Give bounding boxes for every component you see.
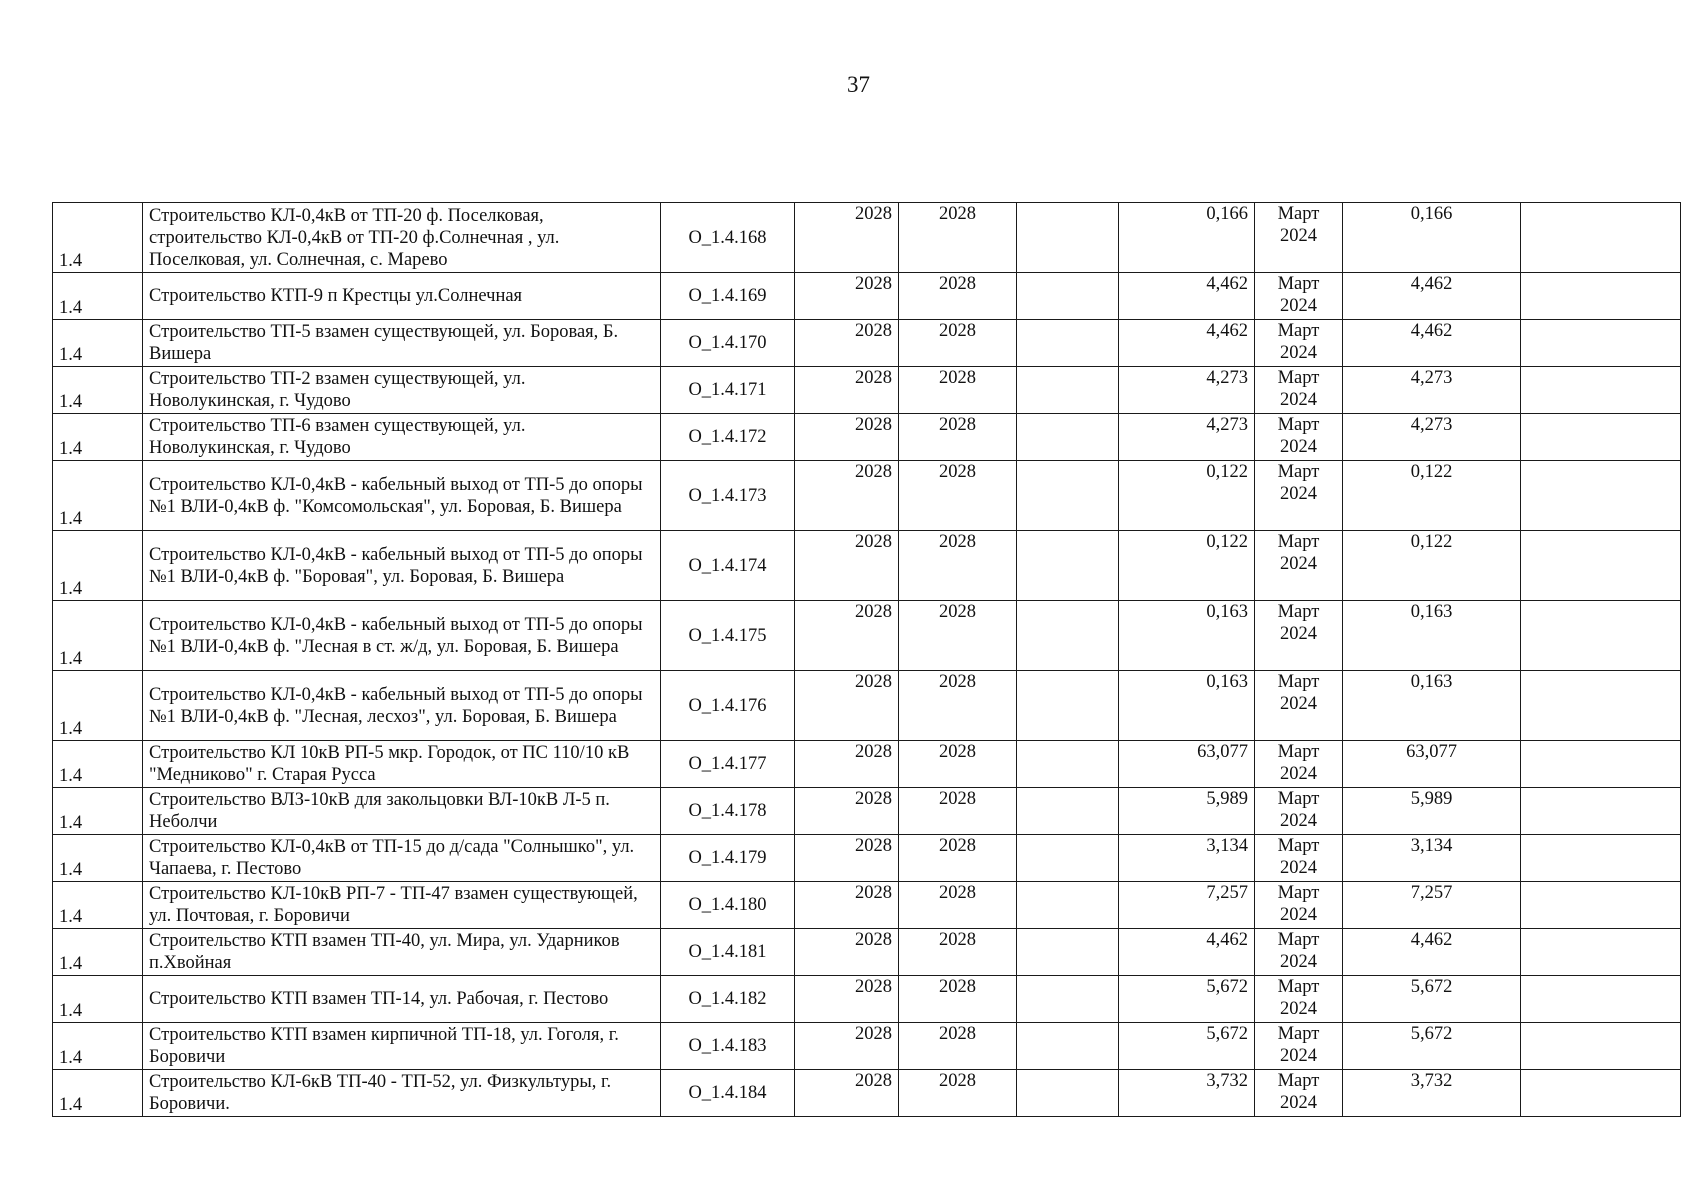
date-month: Март [1277,836,1320,856]
project-name-cell: Строительство КЛ-0,4кВ - кабельный выход от ТП-5 до опоры №1 ВЛИ-0,4кВ ф. "Лесная в ст. ж/д, ул. Боровая, Б. Вишера [143,601,661,671]
section-cell: 1.4 [53,461,143,531]
table-row [53,671,1681,741]
table-row [53,976,1681,1023]
cost-total-cell: 0,122 [1343,531,1521,601]
project-name-cell: Строительство ТП-6 взамен существующей, ул. Новолукинская, г. Чудово [143,414,661,461]
date-year: 2024 [1280,226,1317,246]
date-month: Март [1277,462,1320,482]
end-year-cell: 2028 [899,414,1017,461]
end-year-cell: 2028 [899,788,1017,835]
cost-value-cell: 0,163 [1119,601,1255,671]
date-month: Март [1277,368,1320,388]
date-year: 2024 [1280,343,1317,363]
table-row [53,273,1681,320]
end-year-cell: 2028 [899,929,1017,976]
section-cell: 1.4 [53,1023,143,1070]
start-year-cell: 2028 [795,367,899,414]
start-year-cell: 2028 [795,835,899,882]
empty-cell [1017,882,1119,929]
project-code-cell: O_1.4.181 [661,929,795,976]
section-cell: 1.4 [53,601,143,671]
cost-total-cell: 4,273 [1343,367,1521,414]
date-cell [1255,414,1343,461]
table-row [53,835,1681,882]
empty-cell [1017,601,1119,671]
cost-total-cell: 5,672 [1343,976,1521,1023]
cost-total-cell: 4,462 [1343,929,1521,976]
project-code-cell: O_1.4.171 [661,367,795,414]
section-cell: 1.4 [53,976,143,1023]
table-row [53,203,1681,273]
table-row [53,1023,1681,1070]
project-name-cell: Строительство КТП взамен кирпичной ТП-18, ул. Гоголя, г. Боровичи [143,1023,661,1070]
project-code-cell: O_1.4.184 [661,1070,795,1117]
date-month: Март [1277,204,1320,224]
section-cell: 1.4 [53,741,143,788]
empty-cell [1017,414,1119,461]
start-year-cell: 2028 [795,320,899,367]
end-year-cell: 2028 [899,1023,1017,1070]
cost-value-cell: 0,163 [1119,671,1255,741]
end-year-cell: 2028 [899,320,1017,367]
start-year-cell: 2028 [795,1023,899,1070]
cost-value-cell: 7,257 [1119,882,1255,929]
project-name-cell: Строительство ТП-5 взамен существующей, ул. Боровая, Б. Вишера [143,320,661,367]
empty-cell [1521,741,1681,788]
date-cell [1255,929,1343,976]
start-year-cell: 2028 [795,929,899,976]
project-code-cell: O_1.4.169 [661,273,795,320]
empty-cell [1017,461,1119,531]
page-number: 37 [847,72,870,97]
empty-cell [1521,835,1681,882]
date-cell [1255,1070,1343,1117]
date-year: 2024 [1280,1093,1317,1113]
table-body [53,203,1681,1117]
date-year: 2024 [1280,905,1317,925]
empty-cell [1521,601,1681,671]
date-year: 2024 [1280,764,1317,784]
cost-total-cell: 0,122 [1343,461,1521,531]
cost-total-cell: 4,462 [1343,320,1521,367]
project-code-cell: O_1.4.177 [661,741,795,788]
date-month: Март [1277,672,1320,692]
cost-total-cell: 0,163 [1343,671,1521,741]
table-row [53,367,1681,414]
empty-cell [1017,203,1119,273]
date-year: 2024 [1280,811,1317,831]
table-row [53,601,1681,671]
date-year: 2024 [1280,999,1317,1019]
section-cell: 1.4 [53,320,143,367]
date-cell [1255,835,1343,882]
empty-cell [1017,788,1119,835]
section-cell: 1.4 [53,671,143,741]
date-cell [1255,976,1343,1023]
project-name-cell: Строительство КЛ-6кВ ТП-40 - ТП-52, ул. Физкультуры, г. Боровичи. [143,1070,661,1117]
date-year: 2024 [1280,952,1317,972]
date-cell [1255,788,1343,835]
project-name-cell: Строительство КТП взамен ТП-40, ул. Мира, ул. Ударников п.Хвойная [143,929,661,976]
empty-cell [1521,367,1681,414]
section-cell: 1.4 [53,203,143,273]
date-year: 2024 [1280,484,1317,504]
project-code-cell: O_1.4.168 [661,203,795,273]
cost-value-cell: 0,122 [1119,531,1255,601]
start-year-cell: 2028 [795,788,899,835]
project-name-cell: Строительство КЛ-0,4кВ от ТП-15 до д/сада "Солнышко", ул. Чапаева, г. Пестово [143,835,661,882]
date-month: Март [1277,742,1320,762]
cost-total-cell: 5,672 [1343,1023,1521,1070]
table-row [53,1070,1681,1117]
start-year-cell: 2028 [795,273,899,320]
end-year-cell: 2028 [899,882,1017,929]
cost-total-cell: 4,462 [1343,273,1521,320]
end-year-cell: 2028 [899,835,1017,882]
empty-cell [1017,273,1119,320]
cost-total-cell: 7,257 [1343,882,1521,929]
date-month: Март [1277,602,1320,622]
project-name-cell: Строительство КТП-9 п Крестцы ул.Солнечная [143,273,661,320]
date-cell [1255,882,1343,929]
project-name-cell: Строительство КТП взамен ТП-14, ул. Рабочая, г. Пестово [143,976,661,1023]
empty-cell [1521,788,1681,835]
cost-total-cell: 3,732 [1343,1070,1521,1117]
cost-value-cell: 4,273 [1119,367,1255,414]
empty-cell [1521,414,1681,461]
cost-total-cell: 3,134 [1343,835,1521,882]
table-row [53,531,1681,601]
project-code-cell: O_1.4.180 [661,882,795,929]
end-year-cell: 2028 [899,601,1017,671]
date-month: Март [1277,930,1320,950]
end-year-cell: 2028 [899,671,1017,741]
section-cell: 1.4 [53,1070,143,1117]
empty-cell [1521,461,1681,531]
table-row [53,414,1681,461]
date-month: Март [1277,977,1320,997]
date-year: 2024 [1280,694,1317,714]
end-year-cell: 2028 [899,273,1017,320]
project-name-cell: Строительство КЛ-0,4кВ - кабельный выход от ТП-5 до опоры №1 ВЛИ-0,4кВ ф. "Лесная, лесхоз", ул. Боровая, Б. Вишера [143,671,661,741]
section-cell: 1.4 [53,531,143,601]
table-row [53,882,1681,929]
end-year-cell: 2028 [899,741,1017,788]
empty-cell [1521,203,1681,273]
cost-value-cell: 63,077 [1119,741,1255,788]
empty-cell [1521,1023,1681,1070]
empty-cell [1017,531,1119,601]
cost-total-cell: 5,989 [1343,788,1521,835]
date-year: 2024 [1280,624,1317,644]
empty-cell [1017,835,1119,882]
start-year-cell: 2028 [795,531,899,601]
end-year-cell: 2028 [899,1070,1017,1117]
empty-cell [1017,1023,1119,1070]
date-year: 2024 [1280,390,1317,410]
project-code-cell: O_1.4.174 [661,531,795,601]
empty-cell [1017,671,1119,741]
empty-cell [1521,671,1681,741]
project-code-cell: O_1.4.175 [661,601,795,671]
cost-value-cell: 5,989 [1119,788,1255,835]
date-month: Март [1277,1024,1320,1044]
end-year-cell: 2028 [899,531,1017,601]
project-code-cell: O_1.4.183 [661,1023,795,1070]
date-month: Март [1277,415,1320,435]
project-code-cell: O_1.4.178 [661,788,795,835]
start-year-cell: 2028 [795,601,899,671]
section-cell: 1.4 [53,788,143,835]
section-cell: 1.4 [53,929,143,976]
project-name-cell: Строительство КЛ 10кВ РП-5 мкр. Городок, от ПС 110/10 кВ "Медниково" г. Старая Русса [143,741,661,788]
end-year-cell: 2028 [899,203,1017,273]
cost-value-cell: 4,462 [1119,320,1255,367]
empty-cell [1017,320,1119,367]
section-cell: 1.4 [53,414,143,461]
date-cell [1255,671,1343,741]
date-year: 2024 [1280,858,1317,878]
end-year-cell: 2028 [899,976,1017,1023]
table-row [53,929,1681,976]
start-year-cell: 2028 [795,1070,899,1117]
investment-table [52,202,1681,1117]
project-code-cell: O_1.4.182 [661,976,795,1023]
section-cell: 1.4 [53,835,143,882]
project-name-cell: Строительство КЛ-0,4кВ - кабельный выход от ТП-5 до опоры №1 ВЛИ-0,4кВ ф. "Комсомольская", ул. Боровая, Б. Вишера [143,461,661,531]
section-cell: 1.4 [53,367,143,414]
cost-value-cell: 0,122 [1119,461,1255,531]
empty-cell [1521,320,1681,367]
start-year-cell: 2028 [795,461,899,531]
cost-total-cell: 63,077 [1343,741,1521,788]
date-cell [1255,320,1343,367]
project-name-cell: Строительство ВЛЗ-10кВ для закольцовки ВЛ-10кВ Л-5 п. Неболчи [143,788,661,835]
empty-cell [1017,741,1119,788]
project-name-cell: Строительство КЛ-0,4кВ от ТП-20 ф. Поселковая, строительство КЛ-0,4кВ от ТП-20 ф.Солнечная , ул. Поселковая, ул. Солнечная, с. Марево [143,203,661,273]
empty-cell [1521,1070,1681,1117]
cost-value-cell: 3,134 [1119,835,1255,882]
cost-value-cell: 5,672 [1119,976,1255,1023]
section-cell: 1.4 [53,882,143,929]
project-name-cell: Строительство КЛ-0,4кВ - кабельный выход от ТП-5 до опоры №1 ВЛИ-0,4кВ ф. "Боровая", ул. Боровая, Б. Вишера [143,531,661,601]
empty-cell [1521,882,1681,929]
cost-total-cell: 0,163 [1343,601,1521,671]
project-code-cell: O_1.4.170 [661,320,795,367]
start-year-cell: 2028 [795,976,899,1023]
cost-value-cell: 3,732 [1119,1070,1255,1117]
cost-value-cell: 4,273 [1119,414,1255,461]
cost-value-cell: 0,166 [1119,203,1255,273]
date-month: Март [1277,1071,1320,1091]
empty-cell [1017,929,1119,976]
empty-cell [1521,273,1681,320]
project-name-cell: Строительство КЛ-10кВ РП-7 - ТП-47 взамен существующей, ул. Почтовая, г. Боровичи [143,882,661,929]
empty-cell [1521,531,1681,601]
start-year-cell: 2028 [795,671,899,741]
date-year: 2024 [1280,296,1317,316]
date-cell [1255,273,1343,320]
project-code-cell: O_1.4.172 [661,414,795,461]
date-year: 2024 [1280,1046,1317,1066]
start-year-cell: 2028 [795,741,899,788]
project-code-cell: O_1.4.176 [661,671,795,741]
date-month: Март [1277,321,1320,341]
date-cell [1255,367,1343,414]
start-year-cell: 2028 [795,882,899,929]
cost-total-cell: 0,166 [1343,203,1521,273]
project-code-cell: O_1.4.173 [661,461,795,531]
date-month: Март [1277,532,1320,552]
empty-cell [1521,929,1681,976]
date-month: Март [1277,883,1320,903]
date-cell [1255,203,1343,273]
table-row [53,461,1681,531]
empty-cell [1017,367,1119,414]
project-code-cell: O_1.4.179 [661,835,795,882]
end-year-cell: 2028 [899,461,1017,531]
project-name-cell: Строительство ТП-2 взамен существующей, ул. Новолукинская, г. Чудово [143,367,661,414]
start-year-cell: 2028 [795,414,899,461]
date-month: Март [1277,274,1320,294]
date-month: Март [1277,789,1320,809]
table-row [53,788,1681,835]
date-year: 2024 [1280,437,1317,457]
date-cell [1255,601,1343,671]
date-cell [1255,461,1343,531]
empty-cell [1521,976,1681,1023]
date-cell [1255,531,1343,601]
cost-value-cell: 4,462 [1119,273,1255,320]
cost-total-cell: 4,273 [1343,414,1521,461]
cost-value-cell: 4,462 [1119,929,1255,976]
cost-value-cell: 5,672 [1119,1023,1255,1070]
end-year-cell: 2028 [899,367,1017,414]
empty-cell [1017,1070,1119,1117]
date-year: 2024 [1280,554,1317,574]
section-cell: 1.4 [53,273,143,320]
date-cell [1255,741,1343,788]
start-year-cell: 2028 [795,203,899,273]
table-row [53,320,1681,367]
empty-cell [1017,976,1119,1023]
date-cell [1255,1023,1343,1070]
table-row [53,741,1681,788]
